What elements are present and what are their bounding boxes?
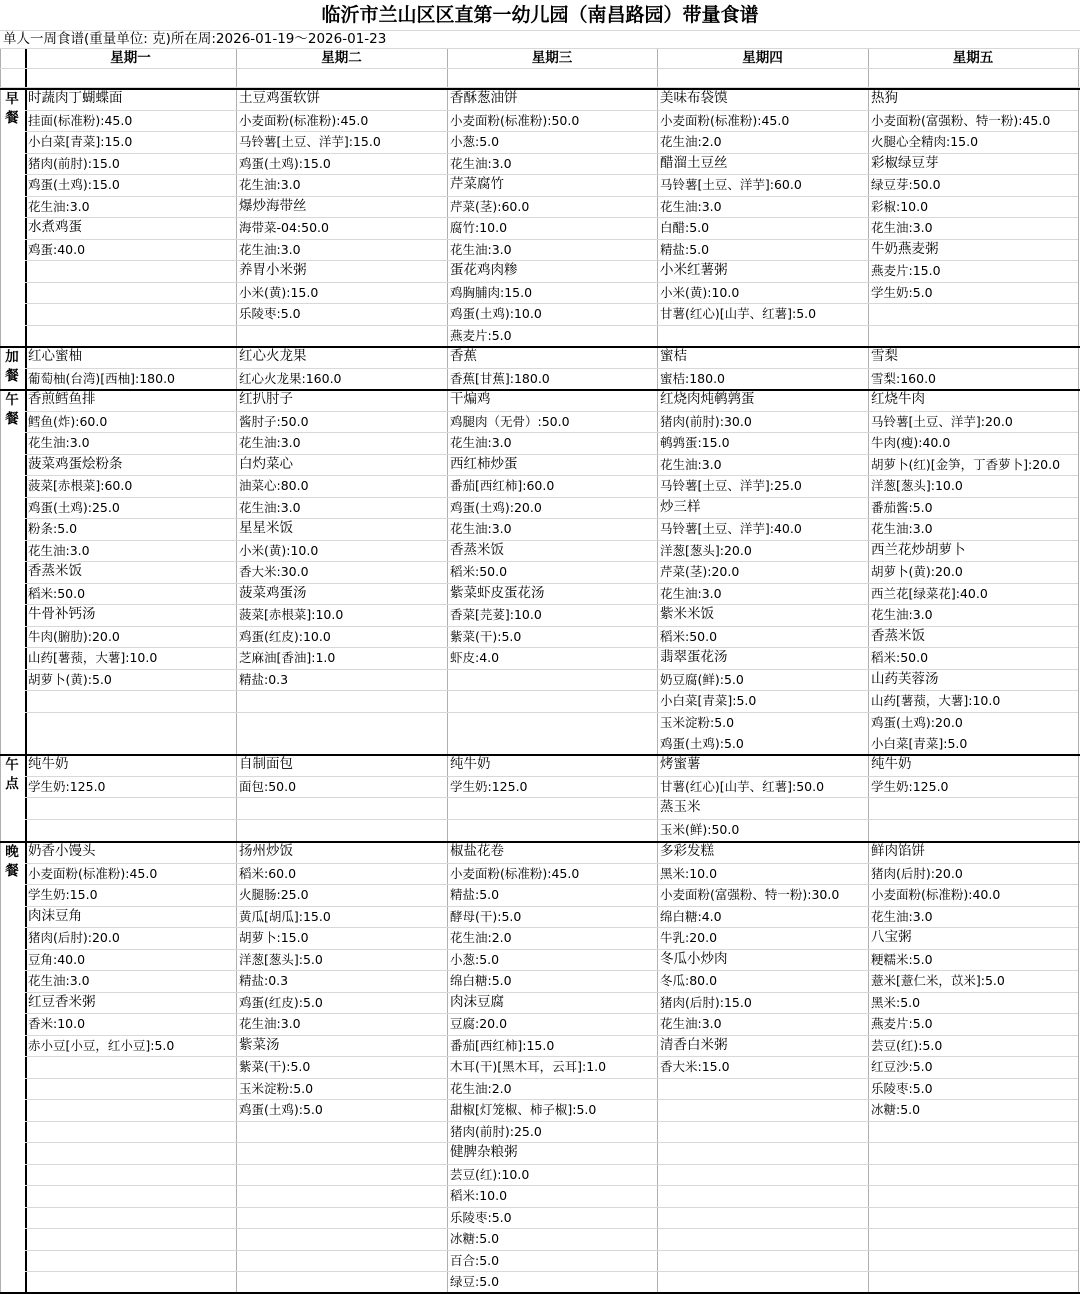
ingredient-item: 花生油:3.0 (871, 908, 933, 924)
ingredient-item: 绿豆芽:50.0 (871, 177, 941, 192)
ingredient-item: 紫菜(干):5.0 (239, 1059, 311, 1074)
dish-name: 彩椒绿豆芽 (871, 154, 939, 171)
ingredient-item: 红豆沙:5.0 (871, 1059, 933, 1074)
dish-name: 小米红薯粥 (660, 262, 728, 278)
dish-name: 蜜桔 (660, 348, 687, 364)
dish-name: 自制面包 (239, 756, 293, 772)
ingredient-item: 鸡蛋:40.0 (28, 241, 86, 257)
dish-name: 山药芙蓉汤 (871, 670, 939, 687)
ingredient-item: 马铃薯[土豆、洋芋]:40.0 (660, 521, 802, 536)
ingredient-item: 猪肉(前肘):25.0 (450, 1123, 542, 1139)
ingredient-item: 菠菜[赤根菜]:60.0 (28, 478, 133, 493)
dish-name: 八宝粥 (871, 929, 912, 945)
ingredient-item: 稻米:50.0 (660, 628, 718, 644)
ingredient-item: 薏米[薏仁米，苡米]:5.0 (871, 973, 1005, 988)
ingredient-item: 火腿心全精肉:15.0 (871, 134, 979, 149)
dish-name: 紫菜汤 (239, 1036, 280, 1053)
ingredient-item: 冰糖:5.0 (450, 1231, 500, 1246)
ingredient-item: 小白菜[青菜]:15.0 (28, 134, 133, 149)
dish-name: 椒盐花卷 (450, 843, 504, 859)
row-divider (25, 819, 1078, 820)
dish-name: 炒三样 (660, 498, 701, 515)
ingredient-item: 花生油:3.0 (239, 499, 301, 515)
ingredient-item: 猪肉(前肘):30.0 (660, 413, 752, 429)
ingredient-item: 彩椒:10.0 (871, 198, 929, 214)
ingredient-item: 香蕉[甘蕉]:180.0 (450, 370, 550, 386)
ingredient-item: 鸡蛋(土鸡):20.0 (450, 499, 542, 515)
dish-name: 蛋花鸡肉糁 (450, 262, 518, 278)
ingredient-item: 雪梨:160.0 (871, 370, 936, 386)
dish-name: 菠菜鸡蛋烩粉条 (28, 455, 123, 472)
ingredient-item: 学生奶:125.0 (28, 778, 106, 794)
ingredient-item: 稻米:50.0 (450, 564, 508, 579)
ingredient-item: 甘薯(红心)[山芋、红薯]:50.0 (660, 778, 825, 794)
ingredient-item: 燕麦片:15.0 (871, 263, 941, 278)
ingredient-item: 花生油:3.0 (239, 241, 301, 257)
ingredient-item: 绿豆:5.0 (450, 1274, 500, 1289)
ingredient-item: 绵白糖:4.0 (660, 908, 722, 924)
dish-name: 烤蜜薯 (660, 756, 701, 772)
dish-name: 西红柿炒蛋 (450, 455, 518, 472)
ingredient-item: 小葱:5.0 (450, 951, 500, 967)
ingredient-item: 奶豆腐(鲜):5.0 (660, 671, 744, 687)
page-title: 临沂市兰山区区直第一幼儿园（南昌路园）带量食谱 (0, 0, 1080, 31)
row-divider (0, 68, 1080, 69)
ingredient-item: 花生油:2.0 (660, 134, 722, 149)
ingredient-item: 黑米:5.0 (871, 994, 921, 1010)
ingredient-item: 花生油:3.0 (28, 198, 90, 214)
ingredient-item: 马铃薯[土豆、洋芋]:60.0 (660, 177, 802, 192)
ingredient-item: 花生油:3.0 (450, 155, 512, 171)
ingredient-item: 小麦面粉(标准粉):45.0 (450, 865, 580, 881)
ingredient-item: 花生油:3.0 (660, 1016, 722, 1031)
dish-name: 红心蜜柚 (28, 348, 82, 364)
ingredient-item: 胡萝卜(红)[金笋，丁香萝卜]:20.0 (871, 456, 1061, 472)
ingredient-item: 洋葱[葱头]:5.0 (239, 951, 323, 967)
ingredient-item: 鸡蛋(土鸡):10.0 (450, 306, 542, 321)
ingredient-item: 猪肉(前肘):15.0 (28, 155, 120, 171)
ingredient-item: 洋葱[葱头]:20.0 (660, 542, 752, 558)
ingredient-item: 牛肉(腑肋):20.0 (28, 628, 120, 644)
ingredient-item: 小麦面粉(标准粉):50.0 (450, 112, 580, 128)
dish-name: 肉沫豆角 (28, 907, 82, 924)
dish-name: 星星米饭 (239, 520, 293, 536)
ingredient-item: 乐陵枣:5.0 (239, 306, 301, 321)
ingredient-item: 乐陵枣:5.0 (450, 1209, 512, 1225)
dish-name: 干煸鸡 (450, 391, 491, 407)
ingredient-item: 鸡蛋(土鸡):15.0 (239, 155, 331, 171)
ingredient-item: 花生油:3.0 (239, 177, 301, 192)
dish-name: 牛骨补钙汤 (28, 606, 96, 622)
ingredient-item: 冬瓜:80.0 (660, 973, 718, 988)
ingredient-item: 鳕鱼(炸):60.0 (28, 413, 108, 429)
dish-name: 香蒸米饭 (28, 563, 82, 579)
ingredient-item: 木耳(干)[黑木耳，云耳]:1.0 (450, 1059, 607, 1074)
dish-name: 冬瓜小炒肉 (660, 950, 728, 967)
ingredient-item: 芹菜(茎):60.0 (450, 198, 530, 214)
dish-name: 香煎鳕鱼排 (28, 391, 96, 407)
ingredient-item: 鸡蛋(红皮):10.0 (239, 628, 331, 644)
ingredient-item: 油菜心:80.0 (239, 478, 309, 493)
ingredient-item: 稻米:50.0 (871, 650, 929, 665)
ingredient-item: 花生油:3.0 (239, 1016, 301, 1031)
ingredient-item: 洋葱[葱头]:10.0 (871, 478, 963, 493)
dish-name: 紫菜虾皮蛋花汤 (450, 584, 545, 601)
ingredient-item: 鸡蛋(土鸡):5.0 (239, 1102, 323, 1117)
ingredient-item: 牛乳:20.0 (660, 930, 718, 945)
meal-category-label: 加 餐 (5, 349, 19, 384)
ingredient-item: 豆角:40.0 (28, 951, 86, 967)
ingredient-item: 芝麻油[香油]:1.0 (239, 650, 336, 665)
dish-name: 清香白米粥 (660, 1036, 728, 1053)
ingredient-item: 燕麦片:5.0 (450, 327, 512, 343)
ingredient-item: 花生油:3.0 (450, 521, 512, 536)
dish-name: 香酥葱油饼 (450, 90, 518, 106)
ingredient-item: 鸡腿肉（无骨）:50.0 (450, 413, 570, 429)
ingredient-item: 花生油:3.0 (239, 435, 301, 450)
ingredient-item: 乐陵枣:5.0 (871, 1080, 933, 1096)
ingredient-item: 花生油:3.0 (660, 198, 722, 214)
dish-name: 红烧牛肉 (871, 391, 925, 407)
ingredient-item: 酱肘子:50.0 (239, 413, 309, 429)
ingredient-item: 海带菜-04:50.0 (239, 220, 329, 235)
day-header: 星期五 (952, 50, 994, 66)
ingredient-item: 酵母(干):5.0 (450, 908, 522, 924)
column-divider (0, 49, 1, 1294)
ingredient-item: 胡萝卜(黄):5.0 (28, 671, 112, 687)
meal-category-label: 午 餐 (5, 392, 19, 427)
dish-name: 红豆香米粥 (28, 993, 96, 1010)
column-divider (1078, 49, 1079, 1294)
ingredient-item: 花生油:2.0 (450, 1080, 512, 1096)
meal-category-label: 午 点 (5, 757, 19, 792)
ingredient-item: 猪肉(后肘):20.0 (28, 930, 120, 945)
ingredient-item: 马铃薯[土豆、洋芋]:15.0 (239, 134, 381, 149)
ingredient-item: 小米(黄):10.0 (660, 284, 740, 300)
dish-name: 红烧肉炖鹌鹑蛋 (660, 391, 755, 407)
ingredient-item: 鸡蛋(土鸡):20.0 (871, 714, 963, 730)
ingredient-item: 小麦面粉(富强粉、特一粉):45.0 (871, 112, 1051, 128)
dish-name: 纯牛奶 (450, 756, 491, 772)
ingredient-item: 芸豆(红):5.0 (871, 1037, 943, 1053)
ingredient-item: 芹菜(茎):20.0 (660, 564, 740, 579)
ingredient-item: 菠菜[赤根菜]:10.0 (239, 607, 344, 622)
dish-name: 菠菜鸡蛋汤 (239, 584, 307, 601)
ingredient-item: 西兰花[绿菜花]:40.0 (871, 585, 988, 601)
ingredient-item: 香大米:30.0 (239, 564, 309, 579)
ingredient-item: 鸡蛋(土鸡):5.0 (660, 736, 744, 751)
ingredient-item: 马铃薯[土豆、洋芋]:25.0 (660, 478, 802, 493)
dish-name: 奶香小馒头 (28, 843, 96, 859)
ingredient-item: 小米(黄):15.0 (239, 284, 319, 300)
ingredient-item: 鸡蛋(土鸡):15.0 (28, 177, 120, 192)
ingredient-item: 绵白糖:5.0 (450, 973, 512, 988)
ingredient-item: 胡萝卜:15.0 (239, 930, 309, 945)
dish-name: 养胃小米粥 (239, 262, 307, 278)
ingredient-item: 腐竹:10.0 (450, 220, 508, 235)
dish-name: 香蒸米饭 (871, 627, 925, 644)
dish-name: 纯牛奶 (28, 756, 69, 772)
ingredient-item: 番茄[西红柿]:60.0 (450, 478, 555, 493)
ingredient-item: 猪肉(后肘):20.0 (871, 865, 963, 881)
dish-name: 翡翠蛋花汤 (660, 649, 728, 665)
ingredient-item: 小麦面粉(富强粉、特一粉):30.0 (660, 887, 840, 902)
ingredient-item: 花生油:3.0 (28, 435, 90, 450)
ingredient-item: 粳糯米:5.0 (871, 951, 933, 967)
ingredient-item: 小米(黄):10.0 (239, 542, 319, 558)
ingredient-item: 学生奶:5.0 (871, 284, 933, 300)
dish-name: 美味布袋馍 (660, 90, 728, 106)
dish-name: 白灼菜心 (239, 455, 293, 472)
ingredient-item: 花生油:3.0 (28, 973, 90, 988)
ingredient-item: 黑米:10.0 (660, 865, 718, 881)
ingredient-item: 香菜[芫荽]:10.0 (450, 607, 542, 622)
ingredient-item: 鸡蛋(土鸡):25.0 (28, 499, 120, 515)
page-subtitle: 单人一周食谱(重量单位: 克)所在周:2026-01-19～2026-01-23 (0, 30, 1080, 49)
ingredient-item: 鸡胸脯肉:15.0 (450, 284, 533, 300)
ingredient-item: 玉米(鲜):50.0 (660, 821, 740, 837)
ingredient-item: 玉米淀粉:5.0 (239, 1080, 314, 1096)
ingredient-item: 学生奶:125.0 (450, 778, 528, 794)
ingredient-item: 虾皮:4.0 (450, 650, 500, 665)
ingredient-item: 山药[薯蓣，大薯]:10.0 (28, 650, 158, 665)
dish-name: 爆炒海带丝 (239, 197, 307, 214)
ingredient-item: 精盐:5.0 (660, 241, 710, 257)
ingredient-item: 面包:50.0 (239, 778, 297, 794)
dish-name: 时蔬肉丁蝴蝶面 (28, 90, 123, 106)
ingredient-item: 粉条:5.0 (28, 521, 78, 536)
ingredient-item: 稻米:10.0 (450, 1188, 508, 1203)
dish-name: 牛奶燕麦粥 (871, 240, 939, 257)
ingredient-item: 甘薯(红心)[山芋、红薯]:5.0 (660, 306, 817, 321)
ingredient-item: 小白菜[青菜]:5.0 (871, 736, 968, 751)
ingredient-item: 小白菜[青菜]:5.0 (660, 693, 757, 708)
ingredient-item: 花生油:2.0 (450, 930, 512, 945)
ingredient-item: 精盐:0.3 (239, 671, 289, 687)
dish-name: 鲜肉馅饼 (871, 843, 925, 859)
ingredient-item: 花生油:3.0 (871, 521, 933, 536)
ingredient-item: 葡萄柚(台湾)[西柚]:180.0 (28, 370, 176, 386)
row-divider (25, 797, 1078, 798)
day-header: 星期三 (531, 50, 573, 66)
ingredient-item: 精盐:0.3 (239, 973, 289, 988)
ingredient-item: 猪肉(后肘):15.0 (660, 994, 752, 1010)
ingredient-item: 白醋:5.0 (660, 220, 710, 235)
ingredient-item: 番茄酱:5.0 (871, 499, 933, 515)
dish-name: 雪梨 (871, 348, 898, 364)
ingredient-item: 学生奶:125.0 (871, 778, 949, 794)
ingredient-item: 花生油:3.0 (871, 220, 933, 235)
ingredient-item: 稻米:50.0 (28, 585, 86, 601)
ingredient-item: 蜜桔:180.0 (660, 370, 725, 386)
ingredient-item: 玉米淀粉:5.0 (660, 714, 735, 730)
ingredient-item: 甜椒[灯笼椒、柿子椒]:5.0 (450, 1102, 597, 1117)
meal-category-label: 早 餐 (5, 91, 19, 126)
dish-name: 红心火龙果 (239, 348, 307, 364)
ingredient-item: 鹌鹑蛋:15.0 (660, 435, 730, 450)
dish-name: 肉沫豆腐 (450, 993, 504, 1010)
dish-name: 香蒸米饭 (450, 541, 504, 558)
ingredient-item: 小麦面粉(标准粉):45.0 (660, 112, 790, 128)
ingredient-item: 芸豆(红):10.0 (450, 1166, 530, 1182)
dish-name: 扬州炒饭 (239, 843, 293, 859)
ingredient-item: 百合:5.0 (450, 1252, 500, 1268)
ingredient-item: 香米:10.0 (28, 1016, 86, 1031)
day-header: 星期二 (321, 50, 362, 66)
dish-name: 醋溜土豆丝 (660, 154, 728, 171)
day-header: 星期四 (742, 50, 783, 66)
ingredient-item: 花生油:3.0 (450, 435, 512, 450)
ingredient-item: 小麦面粉(标准粉):40.0 (871, 887, 1001, 902)
ingredient-item: 黄瓜[胡瓜]:15.0 (239, 908, 331, 924)
meal-category-label: 晚 餐 (5, 844, 19, 879)
ingredient-item: 稻米:60.0 (239, 865, 297, 881)
dish-name: 热狗 (871, 90, 898, 106)
ingredient-item: 花生油:3.0 (871, 607, 933, 622)
ingredient-item: 冰糖:5.0 (871, 1102, 921, 1117)
dish-name: 紫米米饭 (660, 606, 714, 622)
ingredient-item: 马铃薯[土豆、洋芋]:20.0 (871, 413, 1013, 429)
ingredient-item: 豆腐:20.0 (450, 1016, 508, 1031)
ingredient-item: 番茄[西红柿]:15.0 (450, 1037, 555, 1053)
ingredient-item: 小麦面粉(标准粉):45.0 (239, 112, 369, 128)
ingredient-item: 花生油:3.0 (660, 585, 722, 601)
dish-name: 香蕉 (450, 348, 477, 364)
ingredient-item: 燕麦片:5.0 (871, 1016, 933, 1031)
ingredient-item: 精盐:5.0 (450, 887, 500, 902)
ingredient-item: 花生油:3.0 (660, 456, 722, 472)
ingredient-item: 花生油:3.0 (28, 542, 90, 558)
dish-name: 红扒肘子 (239, 391, 293, 407)
ingredient-item: 红心火龙果:160.0 (239, 370, 342, 386)
ingredient-item: 花生油:3.0 (450, 241, 512, 257)
dish-name: 健脾杂粮粥 (450, 1144, 518, 1160)
ingredient-item: 牛肉(瘦):40.0 (871, 435, 951, 450)
dish-name: 芹菜腐竹 (450, 176, 504, 192)
day-header: 星期一 (110, 50, 151, 66)
ingredient-item: 挂面(标准粉):45.0 (28, 112, 133, 128)
ingredient-item: 鸡蛋(红皮):5.0 (239, 994, 323, 1010)
ingredient-item: 火腿肠:25.0 (239, 887, 309, 902)
dish-name: 土豆鸡蛋软饼 (239, 90, 320, 106)
ingredient-item: 学生奶:15.0 (28, 887, 98, 902)
dish-name: 水煮鸡蛋 (28, 219, 82, 235)
ingredient-item: 小葱:5.0 (450, 134, 500, 149)
ingredient-item: 赤小豆[小豆，红小豆]:5.0 (28, 1037, 175, 1053)
dish-name: 蒸玉米 (660, 799, 701, 815)
ingredient-item: 香大米:15.0 (660, 1059, 730, 1074)
ingredient-item: 小麦面粉(标准粉):45.0 (28, 865, 158, 881)
ingredient-item: 山药[薯蓣，大薯]:10.0 (871, 693, 1001, 708)
dish-name: 多彩发糕 (660, 843, 714, 859)
ingredient-item: 胡萝卜(黄):20.0 (871, 564, 963, 579)
ingredient-item: 紫菜(干):5.0 (450, 628, 522, 644)
dish-name: 西兰花炒胡萝卜 (871, 541, 966, 558)
dish-name: 纯牛奶 (871, 756, 912, 772)
